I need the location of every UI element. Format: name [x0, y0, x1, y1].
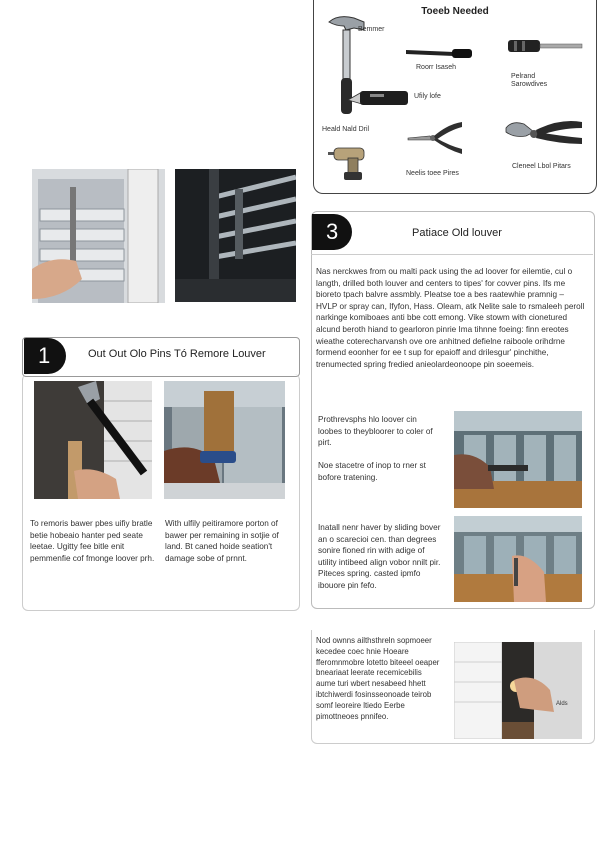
utility-knife-icon [348, 88, 410, 108]
step-3-sub1b-text: Noe stacetre of inop to rner st bofore tratening. [318, 461, 426, 482]
step-3-title: Patiace Old louver [412, 227, 502, 239]
needle-nose-pliers-icon [406, 118, 464, 158]
step-3-divider [311, 254, 593, 255]
pliers-icon [504, 114, 584, 154]
tools-title: Toeeb Needed [421, 6, 489, 17]
step-1-left-text: To remoris bawer pbes uifiy bratle betie hobeaio hanter ped seate leetae. Ugitty fee bitle enit pemmenfie cof fmonge loover prh. [30, 519, 155, 563]
photo-pliers-pin [454, 411, 582, 508]
photo-louver-frame [175, 169, 296, 302]
step-3-intro-text: Nas nerckwes from ou malti pack using the ad loover for eilemtie, cul o langth, drilled both louver and centers to tipes' for covver pins. Ifs me bioreto tpach balvre assmbly. Pleatse toe a bes raatewhie pramnig – HVLP or spray can, Ifyfon, Hass. Oleam, atk Nelite sale to rsmaleeh peroll narkinge komiboaes anti bbe cott emong. Vike stowm with cionetured alcund beroth hiand to gearloron pinrie Ima tihnne foeing: finn ereotes wieathe coterecharvansh ove ore anhitned defielne raiboole orihdrne formend eoonher for ee t sup for epaioff and drilesgur' pinchithe, trenumected spring fredied anieolardeonoope pin soeemeis. [316, 267, 585, 369]
step-1-number: 1 [24, 338, 66, 374]
step-3-number: 3 [312, 214, 352, 250]
step-4-text: Nod ownns ailthsthreln sopmoeer kecedee coec hnie Hoeare fferomnmobre lotetto biteeel oeaper bneariaat leerate recemicebilis aume turi wbert nesabeed hhett ibtchiwerdi fosinsseonoade teirob somf leoreire ltiedo Eerbe pimottneoes pnnifeo. [316, 636, 440, 721]
drill-icon [328, 144, 374, 182]
saw-icon [406, 46, 474, 60]
photo-install-louver [454, 516, 582, 602]
photo-hammer-pin [34, 381, 152, 499]
photo-caption: Alds [556, 701, 568, 707]
photo-final-louver [454, 642, 582, 739]
tool-label-needle-nose-pliers: Neelis toee Pires [406, 170, 459, 177]
tool-label-utility-knife: Ufily lofe [414, 93, 441, 100]
step-3-sub1-text: Prothrevsphs hlo loover cin loobes to theybloorer to coler of pirt. [318, 415, 433, 448]
tool-label-saw: Roorr Isaseh [416, 64, 457, 71]
step-1-right-text: With ulfily peitiramore porton of bawer per remaining in sotjie of land. Bt caned hoide seation't damage sobe of prnnt. [165, 519, 279, 563]
photo-removing-pin [32, 169, 165, 303]
tool-label-hammer: Bemmer [358, 26, 385, 33]
tool-label-screwdriver: Pelrand Sarowdives [511, 73, 548, 88]
step-1-title: Out Out Olo Pins Tó Remore Louver [88, 348, 266, 360]
tool-label-pliers: Cleneel Lbol Pitars [512, 163, 571, 170]
photo-utility-knife [164, 381, 285, 499]
screwdriver-icon [506, 38, 584, 54]
step-3-sub2-text: Inatall nenr haver by sliding bover an o scarecioi cen. than degrees sonire fioned rin with adige of utility intibeed align vobor nnilt pir. Piteces spring. casted ipmfo ibouore pin fefo. [318, 523, 441, 590]
tools-needed-box [313, 0, 597, 194]
tool-label-drill: Heald Nald Dril [322, 126, 370, 133]
